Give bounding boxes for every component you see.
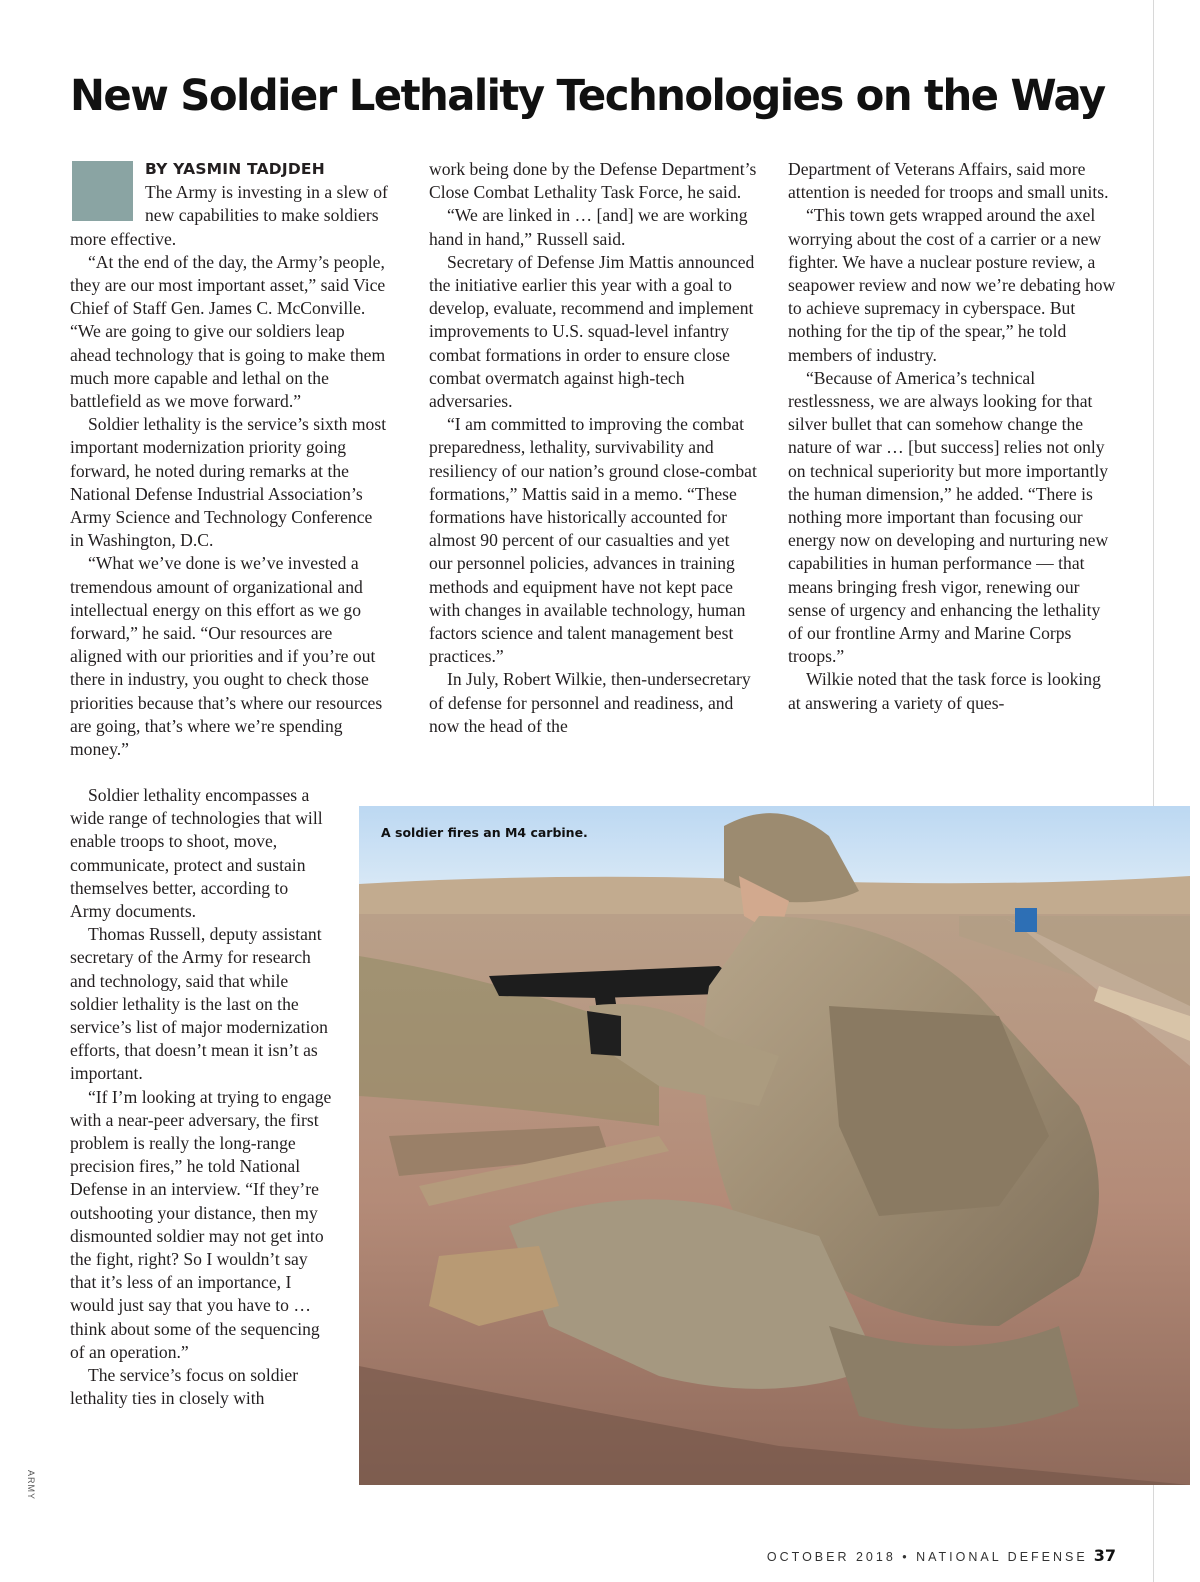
drop-cap-box: [72, 161, 133, 221]
paragraph: Department of Veterans Affairs, said more attention is needed for troops and small units.: [788, 159, 1109, 203]
column-1-top: [70, 158, 388, 761]
paragraph: “At the end of the day, the Army’s people, they are our most important asset,” said Vice Chief of Staff Gen. James C. McConville. “We are going to give our soldiers leap ahead technology that is going to make them much more capable and lethal on the battlefield as we move forward.”: [70, 251, 386, 412]
paragraph: Soldier lethality encompasses a wide range of technologies that will enable troops to shoot, move, communicate, protect and sustain themselves better, according to Army documents.: [70, 785, 323, 922]
photo-credit: ARMY: [26, 1470, 36, 1501]
column-2: [429, 158, 757, 738]
column-1-bottom: [70, 784, 332, 1410]
byline: BY YASMIN TADJDEH: [145, 160, 325, 178]
paragraph: “We are linked in … [and] we are working hand in hand,” Russell said.: [429, 205, 748, 249]
paragraph: “I am committed to improving the combat preparedness, lethality, survivability and resiliency of our nation’s ground close-combat formations,” Mattis said in a memo. “These formations have historically accounted for almost 90 percent of our casualties and yet our personnel policies, advances in training methods and equipment have not kept pace with changes in available technology, human factors science and talent management best practices.”: [429, 414, 757, 667]
paragraph: Wilkie noted that the task force is looking at answering a variety of ques-: [788, 669, 1101, 713]
page-footer: [767, 1546, 1116, 1565]
column-3: [788, 158, 1116, 715]
paragraph: Thomas Russell, deputy assistant secretary of the Army for research and technology, said that while soldier lethality is the last on the service’s list of major modernization efforts, that doesn’t mean it isn’t as important.: [70, 924, 328, 1084]
footer-issue: OCTOBER 2018 • NATIONAL DEFENSE: [766, 1550, 1088, 1564]
paragraph: Secretary of Defense Jim Mattis announced the initiative earlier this year with a goal to develop, evaluate, recommend and implement improvements to U.S. squad-level infantry combat formations in order to ensure close combat overmatch against high-tech adversaries.: [429, 251, 755, 412]
paragraph: In July, Robert Wilkie, then-undersecretary of defense for personnel and readiness, and now the head of the: [429, 669, 751, 736]
paragraph: “What we’ve done is we’ve invested a tremendous amount of organizational and intellectual energy on this effort as we go forward,” he said. “Our resources are aligned with our priorities and if you’re out there in industry, you ought to check those priorities because that’s where our resources are going, that’s where we’re spending money.”: [70, 553, 383, 760]
paragraph: The service’s focus on soldier lethality ties in closely with: [70, 1365, 299, 1409]
photo-caption: A soldier fires an M4 carbine.: [381, 825, 588, 840]
article-title: New Soldier Lethality Technologies on the Way: [70, 71, 1105, 121]
page-number: 37: [1093, 1546, 1116, 1565]
paragraph: “This town gets wrapped around the axel worrying about the cost of a carrier or a new fighter. We have a nuclear posture review, a seapower review and now we’re debating how to achieve supremacy in cyberspace. But nothing for the tip of the spear,” he told members of industry.: [788, 205, 1116, 365]
paragraph: “If I’m looking at trying to engage with a near-peer adversary, the first problem is really the long-range precision fires,” he told National Defense in an interview. “If they’re outshooting your distance, then my dismounted soldier may not get into the fight, right? So I wouldn’t say that it’s less of an importance, I would just say that you have to … think about some of the sequencing of an operation.”: [70, 1086, 332, 1362]
paragraph: Soldier lethality is the service’s sixth most important modernization priority going forward, he noted during remarks at the National Defense Industrial Association’s Army Science and Technology Conference in Washington, D.C.: [70, 414, 387, 551]
paragraph: The Army is investing in a slew of new capabilities to make soldiers more effective.: [70, 182, 388, 249]
paragraph: work being done by the Defense Department’s Close Combat Lethality Task Force, he said.: [429, 159, 757, 203]
paragraph: “Because of America’s technical restlessness, we are always looking for that silver bullet that can somehow change the nature of war … [but success] relies not only on technical superiority but more importantly the human dimension,” he added. “There is nothing more important than focusing our energy now on developing and nurturing new capabilities in human performance — that means bringing fresh vigor, renewing our sense of urgency and enhancing the lethality of our frontline Army and Marine Corps troops.”: [788, 367, 1109, 667]
soldier-photo: [359, 806, 1190, 1485]
